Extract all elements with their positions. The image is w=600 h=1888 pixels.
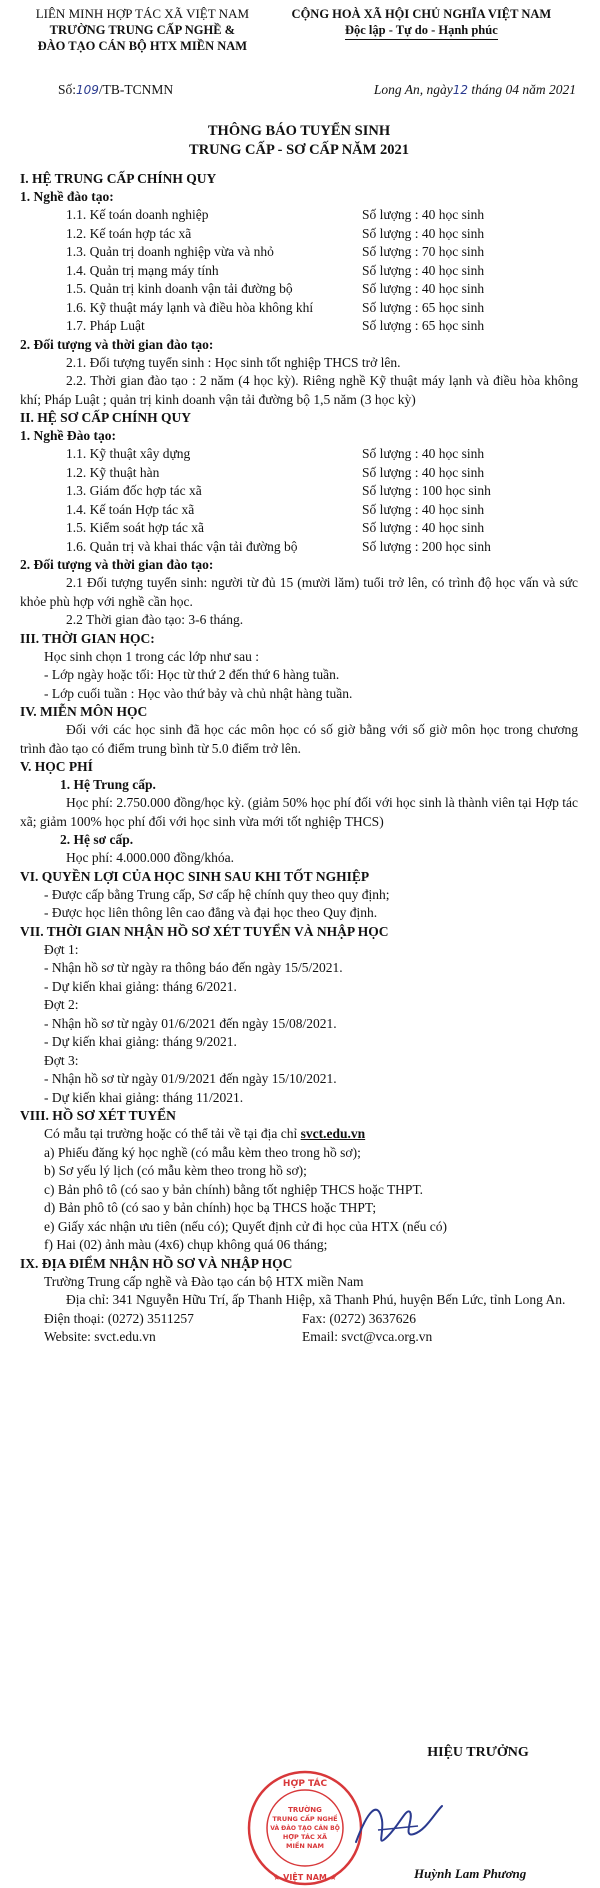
number-prefix: Số: bbox=[58, 82, 77, 97]
document-date bbox=[374, 82, 578, 98]
date-prefix: Long An, ngày bbox=[373, 82, 453, 97]
document-item: e) Giấy xác nhận ưu tiên (nếu có); Quyết định cử đi học của HTX (nếu có) bbox=[44, 1218, 447, 1234]
svg-text:TRUNG CẤP NGHỀ: TRUNG CẤP NGHỀ bbox=[272, 1815, 338, 1823]
round-line: - Dự kiến khai giảng: tháng 6/2021. bbox=[44, 978, 237, 994]
program-name: 1.3. Giám đốc hợp tác xã bbox=[66, 483, 202, 498]
svg-text:MIỀN NAM: MIỀN NAM bbox=[286, 1842, 324, 1850]
section-3-line: Học sinh chọn 1 trong các lớp như sau : bbox=[44, 648, 260, 664]
program-name: 1.4. Quản trị mạng máy tính bbox=[66, 262, 219, 278]
document-title bbox=[20, 122, 578, 160]
program-row bbox=[20, 280, 578, 299]
program-row bbox=[20, 225, 578, 244]
section-3-line: - Lớp ngày hoặc tối: Học từ thứ 2 đến thứ 6 hàng tuần. bbox=[44, 667, 340, 682]
round-line: - Dự kiến khai giảng: tháng 11/2021. bbox=[44, 1089, 244, 1105]
section-1-heading: I. HỆ TRUNG CẤP CHÍNH QUY bbox=[20, 171, 217, 186]
handwritten-signature bbox=[348, 1790, 448, 1860]
website-link[interactable]: svct.edu.vn bbox=[300, 1126, 366, 1141]
section-5-para-2: Học phí: 4.000.000 đồng/khóa. bbox=[66, 850, 234, 865]
date-suffix: tháng 04 năm 2021 bbox=[471, 82, 576, 97]
section-6-heading: VI. QUYỀN LỢI CỦA HỌC SINH SAU KHI TỐT NGHIỆP bbox=[20, 868, 370, 884]
round-label: Đợt 3: bbox=[44, 1052, 79, 1068]
document-item: b) Sơ yếu lý lịch (có mẫu kèm theo trong hồ sơ); bbox=[44, 1163, 307, 1178]
number-date-row bbox=[20, 80, 578, 122]
program-row bbox=[20, 519, 578, 538]
school-address: Địa chỉ: 341 Nguyễn Hữu Trí, ấp Thanh Hiệp, xã Thanh Phú, huyện Bến Lức, tỉnh Long An. bbox=[66, 1292, 566, 1307]
national-title: CỘNG HOÀ XÃ HỘI CHỦ NGHĨA VIỆT NAM bbox=[291, 7, 552, 21]
title-line2: TRUNG CẤP - SƠ CẤP NĂM 2021 bbox=[189, 142, 409, 158]
program-row bbox=[20, 445, 578, 464]
program-quantity: Số lượng : 40 học sinh bbox=[362, 225, 485, 241]
section-3-heading: III. THỜI GIAN HỌC: bbox=[20, 630, 155, 646]
document-item: a) Phiếu đăng ký học nghề (có mẫu kèm theo trong hồ sơ); bbox=[44, 1144, 361, 1160]
round-label: Đợt 1: bbox=[44, 941, 79, 957]
program-quantity: Số lượng : 40 học sinh bbox=[362, 262, 485, 278]
section-2-program-list bbox=[20, 445, 578, 556]
section-2-heading: II. HỆ SƠ CẤP CHÍNH QUY bbox=[20, 410, 192, 425]
section-2-sub1: 1. Nghề Đào tạo: bbox=[20, 428, 116, 443]
section-5-para-1: Học phí: 2.750.000 đồng/học kỳ. (giảm 50% học phí đối với học sinh là thành viên tại Hợp tác xã; giảm 100% học phí đối với học sinh vừa mới tốt nghiệp THCS) bbox=[20, 795, 578, 829]
section-8-intro-text: Có mẫu tại trường hoặc có thể tải về tại địa chỉ bbox=[44, 1126, 298, 1141]
round-label: Đợt 2: bbox=[44, 997, 79, 1012]
section-5-heading: V. HỌC PHÍ bbox=[20, 759, 93, 774]
program-quantity: Số lượng : 40 học sinh bbox=[362, 501, 485, 517]
section-1-program-list bbox=[20, 206, 578, 336]
section-8-heading: VIII. HỒ SƠ XÉT TUYỂN bbox=[20, 1108, 176, 1123]
program-name: 1.4. Kế toán Hợp tác xã bbox=[66, 501, 195, 517]
program-row bbox=[20, 299, 578, 318]
section-1-sub1: 1. Nghề đào tạo: bbox=[20, 189, 114, 204]
issuer-school-line1: TRƯỜNG TRUNG CẤP NGHỀ & bbox=[49, 23, 236, 37]
document-item: c) Bản phô tô (có sao y bản chính) bằng tốt nghiệp THCS hoặc THPT. bbox=[44, 1181, 424, 1197]
svg-text:HỢP TÁC XÃ: HỢP TÁC XÃ bbox=[282, 1833, 328, 1841]
section-1-sub2: 2. Đối tượng và thời gian đào tạo: bbox=[20, 336, 214, 352]
section-2-para-2-1: 2.1 Đối tượng tuyển sinh: người từ đủ 15 (mười lăm) tuổi trở lên, có trình độ học vấn và sức khỏe phù hợp với nghề cần học. bbox=[20, 575, 578, 609]
document-item: f) Hai (02) ảnh màu (4x6) chụp không quá 06 tháng; bbox=[44, 1237, 328, 1252]
program-quantity: Số lượng : 200 học sinh bbox=[362, 538, 491, 554]
program-name: 1.1. Kỹ thuật xây dựng bbox=[66, 446, 191, 461]
program-row bbox=[20, 482, 578, 501]
program-quantity: Số lượng : 40 học sinh bbox=[362, 446, 485, 461]
section-6-line: - Được học liên thông lên cao đẳng và đại học theo Quy định. bbox=[44, 905, 378, 920]
contact-row bbox=[20, 1310, 578, 1329]
number-suffix: /TB-TCNMN bbox=[98, 82, 174, 97]
section-7-heading: VII. THỜI GIAN NHẬN HỒ SƠ XÉT TUYỂN VÀ NHẬP HỌC bbox=[20, 923, 389, 939]
section-3-line: - Lớp cuối tuần : Học vào thứ bảy và chủ nhật hàng tuần. bbox=[44, 685, 353, 701]
signatory-role: HIỆU TRƯỞNG bbox=[427, 1745, 529, 1760]
contact-row bbox=[20, 1328, 578, 1347]
program-row bbox=[20, 464, 578, 483]
section-4-para: Đối với các học sinh đã học các môn học có số giờ bằng với số giờ môn học trong chương trình đào tạo có điểm trung bình từ 5.0 điểm trở lên. bbox=[20, 722, 578, 756]
program-name: 1.2. Kỹ thuật hàn bbox=[66, 464, 160, 480]
section-9-heading: IX. ĐỊA ĐIỂM NHẬN HỒ SƠ VÀ NHẬP HỌC bbox=[20, 1255, 293, 1271]
program-quantity: Số lượng : 40 học sinh bbox=[362, 281, 485, 296]
issuer-school-line2: ĐÀO TẠO CÁN BỘ HTX MIỀN NAM bbox=[37, 39, 248, 53]
program-row bbox=[20, 243, 578, 262]
program-row bbox=[20, 501, 578, 520]
section-6-line: - Được cấp bằng Trung cấp, Sơ cấp hệ chính quy theo quy định; bbox=[44, 886, 390, 902]
program-quantity: Số lượng : 40 học sinh bbox=[362, 464, 485, 480]
email: Email: svct@vca.org.vn bbox=[302, 1329, 433, 1344]
date-day-handwritten: 12 bbox=[452, 83, 468, 97]
program-quantity: Số lượng : 40 học sinh bbox=[362, 520, 485, 535]
signatory-name: Huỳnh Lam Phương bbox=[414, 1866, 527, 1881]
fax: Fax: (0272) 3637626 bbox=[302, 1310, 416, 1326]
round-line: - Nhận hồ sơ từ ngày 01/9/2021 đến ngày 15/10/2021. bbox=[44, 1071, 337, 1086]
program-quantity: Số lượng : 100 học sinh bbox=[362, 483, 491, 498]
svg-text:HỢP TÁC: HỢP TÁC bbox=[282, 1779, 328, 1789]
document-header bbox=[20, 0, 578, 80]
section-1-para-2-2: 2.2. Thời gian đào tạo : 2 năm (4 học kỳ). Riêng nghề Kỹ thuật máy lạnh và điều hòa không khí; Pháp Luật ; quản trị kinh doanh vận tải đường bộ 1,5 năm (3 học kỳ) bbox=[20, 373, 578, 407]
signature-block bbox=[358, 1745, 558, 1881]
document-item: d) Bản phô tô (có sao y bản chính) học bạ THCS hoặc THPT; bbox=[44, 1200, 377, 1215]
svg-text:TRƯỜNG: TRƯỜNG bbox=[288, 1806, 322, 1814]
program-name: 1.7. Pháp Luật bbox=[66, 318, 145, 333]
national-motto-block bbox=[265, 6, 578, 80]
program-row bbox=[20, 317, 578, 336]
section-5-sub2: 2. Hệ sơ cấp. bbox=[60, 832, 134, 847]
program-name: 1.5. Kiểm soát hợp tác xã bbox=[66, 520, 204, 535]
phone: Điện thoại: (0272) 3511257 bbox=[44, 1310, 194, 1326]
program-row bbox=[20, 262, 578, 281]
website: Website: svct.edu.vn bbox=[44, 1329, 156, 1344]
section-1-para-2-1: 2.1. Đối tượng tuyển sinh : Học sinh tốt nghiệp THCS trở lên. bbox=[66, 354, 401, 370]
program-row bbox=[20, 538, 578, 557]
program-name: 1.3. Quản trị doanh nghiệp vừa và nhỏ bbox=[66, 244, 274, 259]
section-5-sub1: 1. Hệ Trung cấp. bbox=[60, 777, 156, 792]
issuer-block bbox=[20, 6, 265, 80]
document-number bbox=[20, 82, 173, 98]
program-quantity: Số lượng : 65 học sinh bbox=[362, 299, 485, 315]
svg-text:VÀ ĐÀO TẠO CÁN BỘ: VÀ ĐÀO TẠO CÁN BỘ bbox=[270, 1825, 340, 1832]
issuer-parent-org: LIÊN MINH HỢP TÁC XÃ VIỆT NAM bbox=[35, 6, 250, 21]
program-quantity: Số lượng : 40 học sinh bbox=[362, 207, 485, 222]
svg-text:★ VIỆT NAM ★: ★ VIỆT NAM ★ bbox=[273, 1873, 337, 1882]
national-motto: Độc lập - Tự do - Hạnh phúc bbox=[345, 22, 498, 40]
title-line1: THÔNG BÁO TUYỂN SINH bbox=[207, 123, 391, 139]
section-2-para-2-2: 2.2 Thời gian đào tạo: 3-6 tháng. bbox=[66, 612, 244, 627]
round-line: - Dự kiến khai giảng: tháng 9/2021. bbox=[44, 1034, 237, 1049]
program-quantity: Số lượng : 70 học sinh bbox=[362, 244, 485, 259]
school-name: Trường Trung cấp nghề và Đào tạo cán bộ HTX miền Nam bbox=[44, 1273, 364, 1289]
program-name: 1.1. Kế toán doanh nghiệp bbox=[66, 207, 209, 222]
program-name: 1.6. Quản trị và khai thác vận tải đường bộ bbox=[66, 538, 298, 554]
program-name: 1.2. Kế toán hợp tác xã bbox=[66, 225, 192, 241]
number-handwritten: 109 bbox=[76, 83, 99, 97]
round-line: - Nhận hồ sơ từ ngày ra thông báo đến ngày 15/5/2021. bbox=[44, 960, 343, 975]
program-quantity: Số lượng : 65 học sinh bbox=[362, 318, 485, 333]
program-name: 1.5. Quản trị kinh doanh vận tải đường bộ bbox=[66, 281, 293, 296]
program-row bbox=[20, 206, 578, 225]
program-name: 1.6. Kỹ thuật máy lạnh và điều hòa không khí bbox=[66, 299, 314, 315]
official-stamp bbox=[245, 1768, 365, 1888]
section-2-sub2: 2. Đối tượng và thời gian đào tạo: bbox=[20, 557, 214, 572]
section-8-intro bbox=[20, 1125, 578, 1144]
section-4-heading: IV. MIỄN MÔN HỌC bbox=[20, 704, 148, 719]
round-line: - Nhận hồ sơ từ ngày 01/6/2021 đến ngày 15/08/2021. bbox=[44, 1015, 337, 1031]
